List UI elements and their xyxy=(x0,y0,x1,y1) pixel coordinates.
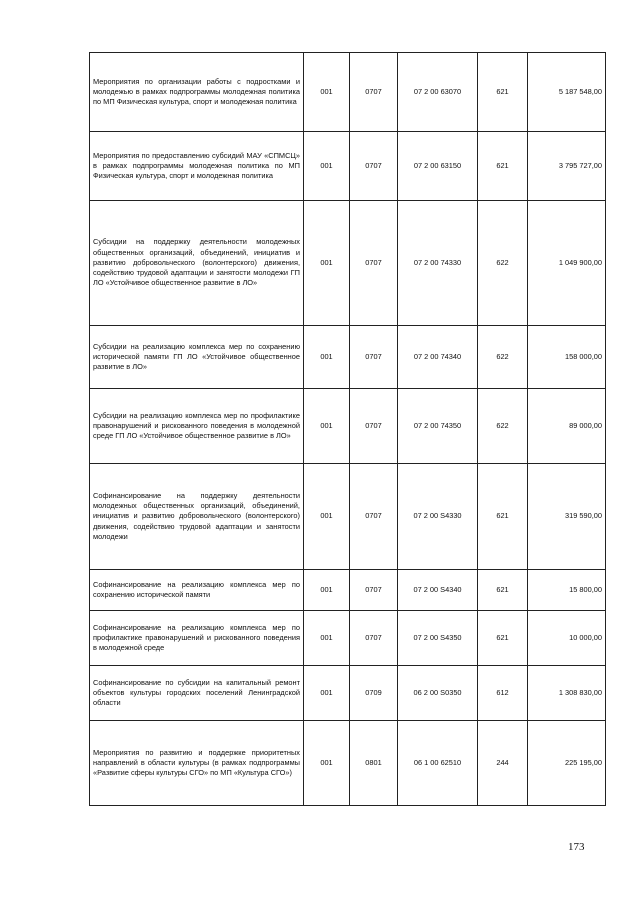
table-row xyxy=(90,611,606,666)
admin-code: 001 xyxy=(304,611,350,666)
expense-type: 622 xyxy=(478,201,528,326)
row-description: Софинансирование на поддержку деятельности молодежных общественных организаций, объединений, инициатив и развитию добровольческого (волонтерского) движения, содействию трудовой адаптации и занятости молодежи xyxy=(90,464,304,570)
amount: 1 308 830,00 xyxy=(528,666,606,721)
table-row xyxy=(90,201,606,326)
expense-type: 621 xyxy=(478,53,528,132)
row-description: Субсидии на реализацию комплекса мер по профилактике правонарушений и рискованного поведения в молодежной среде ГП ЛО «Устойчивое общественное развитие в ЛО» xyxy=(90,389,304,464)
row-description: Софинансирование на реализацию комплекса мер по профилактике правонарушений и рискованного поведения в молодежной среде xyxy=(90,611,304,666)
section-code: 0707 xyxy=(350,53,398,132)
section-code: 0707 xyxy=(350,326,398,389)
expense-type: 612 xyxy=(478,666,528,721)
target-article: 07 2 00 63070 xyxy=(398,53,478,132)
admin-code: 001 xyxy=(304,666,350,721)
section-code: 0707 xyxy=(350,570,398,611)
section-code: 0707 xyxy=(350,132,398,201)
section-code: 0707 xyxy=(350,611,398,666)
admin-code: 001 xyxy=(304,326,350,389)
table-row xyxy=(90,666,606,721)
row-description: Мероприятия по развитию и поддержке приоритетных направлений в области культуры (в рамках подпрограммы «Развитие сферы культуры СГО» по МП «Культура СГО») xyxy=(90,721,304,806)
target-article: 07 2 00 74330 xyxy=(398,201,478,326)
amount: 15 800,00 xyxy=(528,570,606,611)
section-code: 0707 xyxy=(350,201,398,326)
page-number: 173 xyxy=(568,841,585,853)
expense-type: 621 xyxy=(478,570,528,611)
amount: 225 195,00 xyxy=(528,721,606,806)
budget-table xyxy=(89,52,606,806)
table-row xyxy=(90,389,606,464)
admin-code: 001 xyxy=(304,570,350,611)
admin-code: 001 xyxy=(304,464,350,570)
row-description: Мероприятия по предоставлению субсидий МАУ «СПМСЦ» в рамках подпрограммы молодежная политика по МП Физическая культура, спорт и молодежная политика xyxy=(90,132,304,201)
expense-type: 622 xyxy=(478,389,528,464)
amount: 3 795 727,00 xyxy=(528,132,606,201)
amount: 319 590,00 xyxy=(528,464,606,570)
table-row xyxy=(90,721,606,806)
expense-type: 621 xyxy=(478,464,528,570)
row-description: Софинансирование на реализацию комплекса мер по сохранению исторической памяти xyxy=(90,570,304,611)
expense-type: 621 xyxy=(478,611,528,666)
target-article: 07 2 00 S4340 xyxy=(398,570,478,611)
amount: 1 049 900,00 xyxy=(528,201,606,326)
target-article: 06 2 00 S0350 xyxy=(398,666,478,721)
table-row xyxy=(90,326,606,389)
row-description: Софинансирование по субсидии на капитальный ремонт объектов культуры городских поселений Ленинградской области xyxy=(90,666,304,721)
section-code: 0801 xyxy=(350,721,398,806)
expense-type: 622 xyxy=(478,326,528,389)
admin-code: 001 xyxy=(304,721,350,806)
amount: 5 187 548,00 xyxy=(528,53,606,132)
target-article: 07 2 00 74340 xyxy=(398,326,478,389)
amount: 158 000,00 xyxy=(528,326,606,389)
admin-code: 001 xyxy=(304,132,350,201)
row-description: Мероприятия по организации работы с подростками и молодежью в рамках подпрограммы молодежная политика по МП Физическая культура, спорт и молодежная политика xyxy=(90,53,304,132)
table-row xyxy=(90,132,606,201)
amount: 89 000,00 xyxy=(528,389,606,464)
row-description: Субсидии на реализацию комплекса мер по сохранению исторической памяти ГП ЛО «Устойчивое общественное развитие в ЛО» xyxy=(90,326,304,389)
expense-type: 244 xyxy=(478,721,528,806)
target-article: 07 2 00 S4330 xyxy=(398,464,478,570)
target-article: 06 1 00 62510 xyxy=(398,721,478,806)
table-row xyxy=(90,570,606,611)
table-row xyxy=(90,464,606,570)
target-article: 07 2 00 63150 xyxy=(398,132,478,201)
amount: 10 000,00 xyxy=(528,611,606,666)
admin-code: 001 xyxy=(304,53,350,132)
admin-code: 001 xyxy=(304,389,350,464)
section-code: 0709 xyxy=(350,666,398,721)
table-row xyxy=(90,53,606,132)
row-description: Субсидии на поддержку деятельности молодежных общественных организаций, объединений, инициатив и развитию добровольческого (волонтерского) движения, содействию трудовой адаптации и занятости молодежи ГП ЛО «Устойчивое общественное развитие в ЛО» xyxy=(90,201,304,326)
admin-code: 001 xyxy=(304,201,350,326)
target-article: 07 2 00 S4350 xyxy=(398,611,478,666)
expense-type: 621 xyxy=(478,132,528,201)
section-code: 0707 xyxy=(350,464,398,570)
target-article: 07 2 00 74350 xyxy=(398,389,478,464)
section-code: 0707 xyxy=(350,389,398,464)
